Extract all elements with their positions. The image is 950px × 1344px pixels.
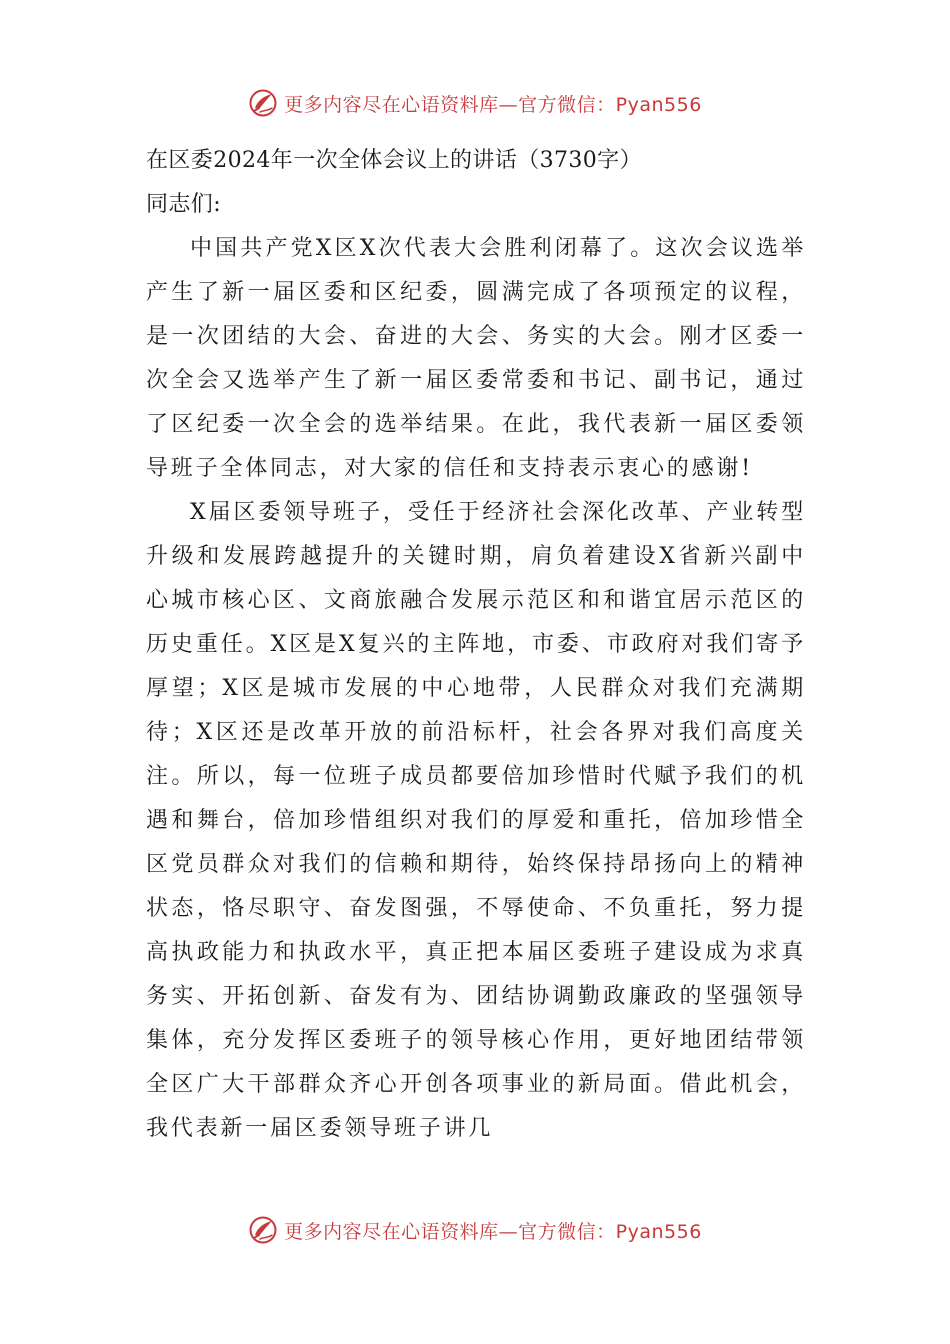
footer-watermark bbox=[0, 1210, 950, 1250]
pen-logo-icon bbox=[248, 88, 278, 118]
watermark-label: 更多内容尽在心语资料库—官方微信： bbox=[284, 93, 616, 116]
pen-logo-icon bbox=[248, 1215, 278, 1245]
watermark-text bbox=[284, 90, 702, 117]
paragraph-2: X届区委领导班子，受任于经济社会深化改革、产业转型升级和发展跨越提升的关键时期，肩负着建设X省新兴副中心城市核心区、文商旅融合发展示范区和和谐宜居示范区的历史重任。X区是X复兴的主阵地，市委、市政府对我们寄予厚望；X区是城市发展的中心地带，人民群众对我们充满期待；X区还是改革开放的前沿标杆，社会各界对我们高度关注。所以，每一位班子成员都要倍加珍惜时代赋予我们的机遇和舞台，倍加珍惜组织对我们的厚爱和重托，倍加珍惜全区党员群众对我们的信赖和期待，始终保持昂扬向上的精神状态，恪尽职守、奋发图强，不辱使命、不负重托，努力提高执政能力和执政水平，真正把本届区委班子建设成为求真务实、开拓创新、奋发有为、团结协调勤政廉政的坚强领导集体，充分发挥区委班子的领导核心作用，更好地团结带领全区广大干部群众齐心开创各项事业的新局面。借此机会，我代表新一届区委领导班子讲几 bbox=[146, 500, 806, 1141]
salutation: 同志们: bbox=[146, 192, 222, 217]
header-watermark bbox=[0, 83, 950, 123]
watermark-handle: Pyan556 bbox=[615, 93, 702, 116]
watermark-label: 更多内容尽在心语资料库—官方微信： bbox=[284, 1220, 616, 1243]
watermark-text bbox=[284, 1217, 702, 1244]
document-body bbox=[146, 139, 806, 1151]
watermark-handle: Pyan556 bbox=[615, 1220, 702, 1243]
paragraph-1: 中国共产党X区X次代表大会胜利闭幕了。这次会议选举产生了新一届区委和区纪委，圆满完成了各项预定的议程，是一次团结的大会、奋进的大会、务实的大会。刚才区委一次全会又选举产生了新一届区委常委和书记、副书记，通过了区纪委一次全会的选举结果。在此，我代表新一届区委领导班子全体同志，对大家的信任和支持表示衷心的感谢! bbox=[146, 236, 806, 481]
document-title: 在区委2024年一次全体会议上的讲话（3730字） bbox=[146, 148, 642, 173]
